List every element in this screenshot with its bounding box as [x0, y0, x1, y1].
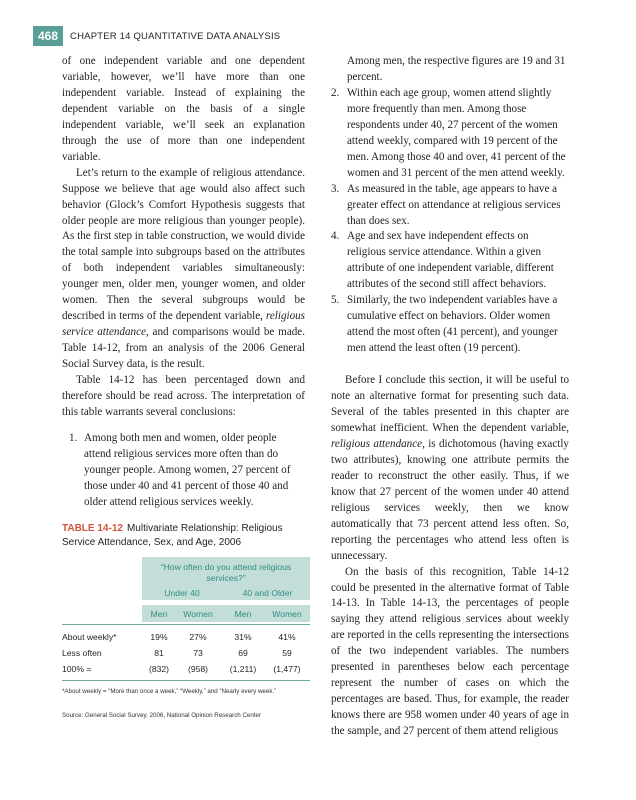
table-cell: (1,211) [229, 664, 257, 674]
table-cell: (832) [148, 664, 170, 674]
table-caption [62, 522, 307, 550]
page-number: 468 [33, 26, 63, 46]
table-cell: 27% [189, 632, 207, 642]
table-footnote: *About weekly = “More than once a week,” “Weekly,” and “Nearly every week.” [62, 688, 277, 695]
table-cell: 69 [238, 648, 248, 658]
list-item: 2. Within each age group, women attend slightly more frequently than men. Among those respondents under 40, 27 percent of the women attend weekly, compared with 19 percent of the men. Among those 40 and over, 41 percent of the women and 31 percent of the men attend weekly. [331, 86, 566, 179]
table-rule [62, 624, 310, 625]
col-women-40-older: Women [272, 609, 302, 619]
col-men-under-40: Men [150, 609, 168, 619]
row-label: About weekly* [62, 632, 117, 642]
paragraph: Before I conclude this section, it will be useful to note an alternative format for presenting such data. Several of the tables presented in this chapter are somewhat inefficient. When the dependent variable, religious attendance, is dichotomous (having exactly two attributes), knowing one attribute permits the reader to reconstruct the other easily. Thus, if we know that 27 percent of the women under 40 attend religious services weekly, then we know automatically that 73 percent attend less often. So, reporting the percentages who attend less often is unnecessary. [331, 374, 569, 562]
table-14-12 [62, 522, 307, 719]
table-cell: (958) [187, 664, 209, 674]
paragraph: of one independent variable and one dependent variable, however, we’ll have more than one independent variable. Instead of explaining the dependent variable on the basis of a single independent variable, we’ll seek an explanation through the use of more than one independent variable. [62, 55, 305, 163]
group-40-older: 40 and Older [242, 588, 293, 598]
conclusions-list-continued [331, 54, 569, 357]
list-item: Among men, the respective figures are 19 and 31 percent. [347, 55, 566, 83]
conclusions-list [62, 431, 305, 511]
table-rule [62, 680, 310, 681]
paragraph: Let’s return to the example of religious attendance. Suppose we believe that age would also affect such behavior (Glock’s Comfort Hypothesis suggests that older people are more religious than younger people). As the first step in table construction, we would divide the total sample into subgroups based on the attributes of both independent variables simultaneously: younger men, older men, younger women, and older women. Then the several subgroups would be described in terms of the dependent variable, religious service attendance, and comparisons would be made. Table 14-12, from an analysis of the 2006 General Social Survey data, is the result. [62, 166, 305, 371]
list-item: 4. Age and sex have independent effects on religious service attendance. Within a given attribute of one independent variable, different attributes of the second still affect behaviors. [331, 230, 554, 291]
table-cell: 31% [234, 632, 252, 642]
col-women-under-40: Women [183, 609, 213, 619]
table-cell: 59 [282, 648, 292, 658]
paragraph: On the basis of this recognition, Table 14-12 could be presented in the alternative format of Table 14-13. In Table 14-13, the percentages of people saying they attend religious services about weekly are reported in the cells representing the intersections of the two independent variables. The numbers presented in parentheses below each percentage represent the number of cases on which the percentages are based. Thus, for example, the reader knows there are 958 women under 40 years of age in the sample, and 27 percent of them attend religious [331, 565, 569, 738]
right-column [331, 54, 569, 740]
table-cell: 81 [154, 648, 164, 658]
row-label: 100% = [62, 664, 92, 674]
running-header [33, 25, 280, 47]
group-under-40: Under 40 [164, 588, 200, 598]
table-cell: 19% [150, 632, 168, 642]
table-source: Source: General Social Survey, 2006, National Opinion Research Center [62, 712, 262, 719]
list-item: 3. As measured in the table, age appears to have a greater effect on attendance at religious services than does sex. [331, 182, 561, 227]
left-column [62, 54, 305, 511]
col-men-40-older: Men [234, 609, 252, 619]
table-cell: (1,477) [273, 664, 301, 674]
list-item: 5. Similarly, the two independent variables have a cumulative effect on behaviors. Older women attend the most often (41 percent), and younger men attend the least often (19 percent). [331, 294, 558, 355]
paragraph: Table 14-12 has been percentaged down and therefore should be read across. The interpretation of this table warrants several conclusions: [62, 374, 305, 418]
row-label: Less often [62, 648, 102, 658]
table-title: Multivariate Relationship: Religious Service Attendance, Sex, and Age, 2006 [62, 523, 283, 548]
table-label: TABLE 14-12 [62, 523, 123, 534]
chapter-title: CHAPTER 14 QUANTITATIVE DATA ANALYSIS [70, 30, 281, 42]
list-item: 1. Among both men and women, older people attend religious services more often than do younger people. Among women, 27 percent of those under 40 and 41 percent of those 40 and older attend religious services weekly. [69, 431, 291, 508]
table-cell: 73 [193, 648, 203, 658]
table-question: “How often do you attend religious services?” [160, 562, 292, 583]
table-cell: 41% [278, 632, 296, 642]
